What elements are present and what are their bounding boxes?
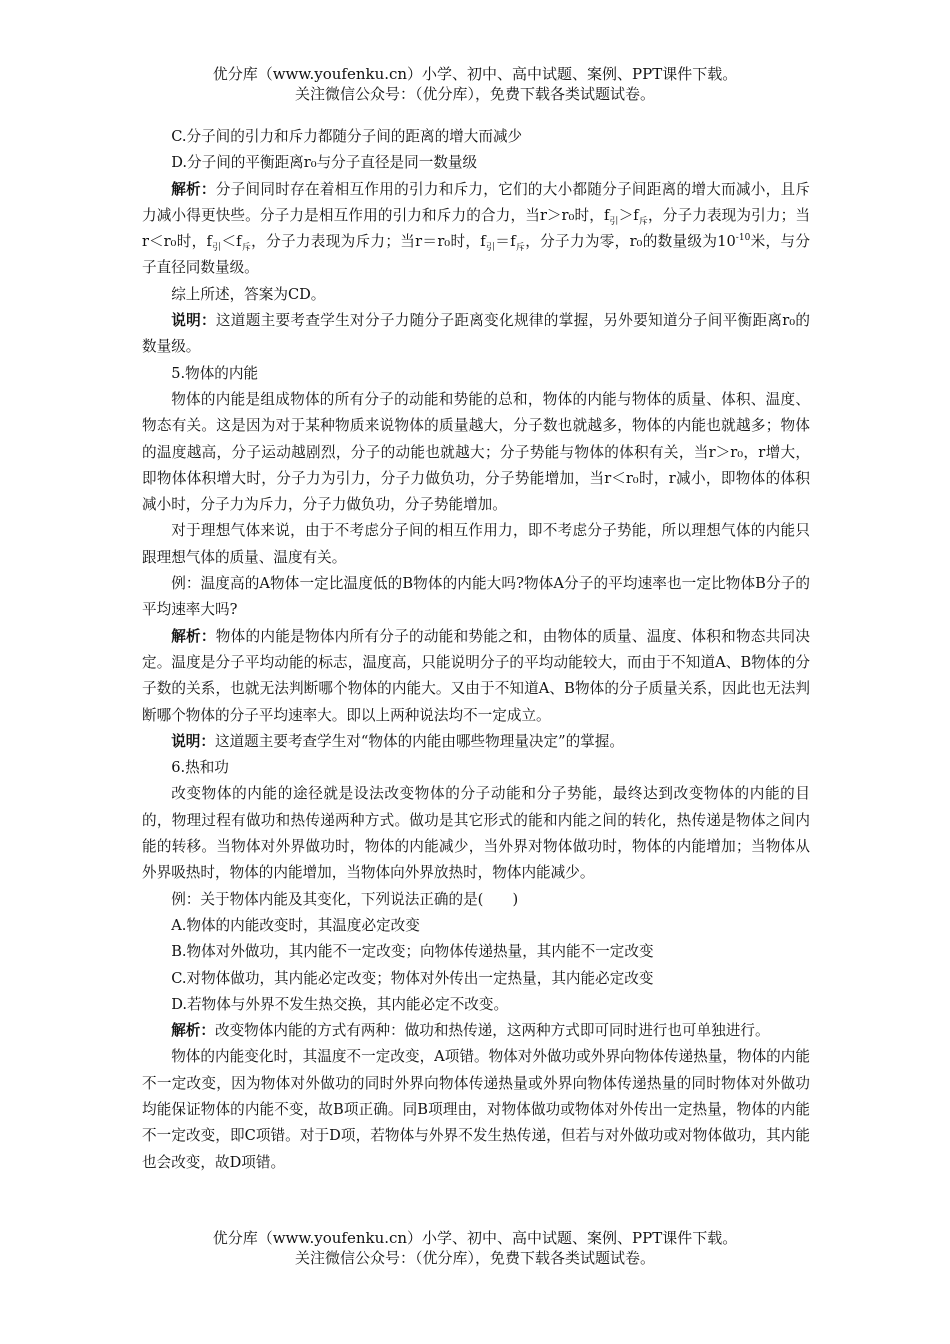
section-5-paragraph-1: 物体的内能是组成物体的所有分子的动能和势能的总和，物体的内能与物体的质量、体积、温度、物态有关。这是因为对于某种物质来说物体的质量越大，分子数也就越多，物体的内能也就越多；物体的温度越高，分子运动越剧烈，分子的动能也就越大；分子势能与物体的体积有关，当r＞r₀，r增大，即物体体积增大时，分子力为引力，分子力做负功，分子势能增加，当r＜r₀时，r减小，即物体的体积减小时，分子力为斥力，分子力做负功，分子势能增加。 [142,390,810,514]
footer-line-1: 优分库（www.youfenku.cn）小学、初中、高中试题、案例、PPT课件下载。 [212,1229,738,1247]
example-2-question: 例：温度高的A物体一定比温度低的B物体的内能大吗?物体A分子的平均速率也一定比物体B分子的平均速率大吗? [142,575,810,619]
footer-line-2: 关注微信公众号：（优分库），免费下载各类试题试卷。 [294,1249,655,1267]
section-5-paragraph-2: 对于理想气体来说，由于不考虑分子间的相互作用力，即不考虑分子势能，所以理想气体的内能只跟理想气体的质量、温度有关。 [142,522,810,566]
option-d-prev: D.分子间的平衡距离r₀与分子直径是同一数量级 [171,154,478,172]
note-label: 说明： [171,312,216,330]
document-body [142,124,810,1176]
section-6-paragraph-1: 改变物体的内能的途径就是设法改变物体的分子动能和分子势能，最终达到改变物体的内能的目的，物理过程有做功和热传递两种方式。做功是其它形式的能和内能之间的转化，热传递是物体之间内能的转移。当物体对外界做功时，物体的内能减少，当外界对物体做功时，物体的内能增加；当物体从外界吸热时，物体的内能增加，当物体向外界放热时，物体内能减少。 [142,785,810,882]
section-5-title: 5.物体的内能 [171,364,259,382]
example-3-paragraph-2: 物体的内能变化时，其温度不一定改变，A项错。物体对外做功或外界向物体传递热量，物体的内能不一定改变，因为物体对外做功的同时外界向物体传递热量或外界向物体传递热量的同时物体对外做功均能保证物体的内能不变，故B项正确。同B项理由，对物体做功或物体对外传出一定热量，物体的内能不一定改变，即C项错。对于D项，若物体与外界不发生热传递，但若与对外做功或对物体做功，其内能也会改变，故D项错。 [142,1048,810,1171]
example-3-question: 例：关于物体内能及其变化，下列说法正确的是( ) [171,890,519,908]
summary-line: 综上所述，答案为CD。 [171,285,326,303]
example-3-option-b: B.物体对外做功，其内能不一定改变；向物体传递热量，其内能不一定改变 [171,943,654,961]
analysis-label: 解析： [171,1022,215,1040]
note-paragraph-2: 说明：这道题主要考查学生对“物体的内能由哪些物理量决定”的掌握。 [171,732,624,750]
page-footer [0,1228,950,1268]
example-3-option-c: C.对物体做功，其内能必定改变；物体对外传出一定热量，其内能必定改变 [171,969,654,987]
example-3-analysis: 解析：改变物体内能的方式有两种：做功和热传递，这两种方式即可同时进行也可单独进行。 [171,1022,770,1040]
note-paragraph-1: 说明：这道题主要考查学生对分子力随分子距离变化规律的掌握，另外要知道分子间平衡距离r₀的数量级。 [142,312,810,356]
header-line-2: 关注微信公众号：（优分库），免费下载各类试题试卷。 [294,85,655,103]
analysis-paragraph-1: 解析：分子间同时存在着相互作用的引力和斥力，它们的大小都随分子间距离的增大而减小，且斥力减小得更快些。分子力是相互作用的引力和斥力的合力，当r＞r₀时，$f_引>f_斥$，分子力表现为引力；当r＜r₀时，$f_引<f_斥$，分子力表现为斥力；当r＝r₀时，$f_引=f_斥$，分子力为零，r₀的数量级为$10^{-10}$米，与分子直径同数量级。 [142,180,810,277]
example-3-option-d: D.若物体与外界不发生热交换，其内能必定不改变。 [171,995,509,1013]
note-label: 说明： [171,732,215,750]
option-c-prev: C.分子间的引力和斥力都随分子间的距离的增大而减少 [171,128,523,145]
example-3-option-a: A.物体的内能改变时，其温度必定改变 [171,916,420,934]
analysis-label: 解析： [171,180,216,198]
section-6-title: 6.热和功 [171,759,229,777]
header-line-1: 优分库（www.youfenku.cn）小学、初中、高中试题、案例、PPT课件下载。 [212,65,738,83]
analysis-label: 解析： [171,627,216,645]
example-2-analysis: 解析：物体的内能是物体内所有分子的动能和势能之和，由物体的质量、温度、体积和物态共同决定。温度是分子平均动能的标志，温度高，只能说明分子的平均动能较大，而由于不知道A、B物体的分子数的关系，也就无法判断哪个物体的内能大。又由于不知道A、B物体的分子质量关系，因此也无法判断哪个物体的分子平均速率大。即以上两种说法均不一定成立。 [142,627,810,724]
page-header [0,64,950,104]
